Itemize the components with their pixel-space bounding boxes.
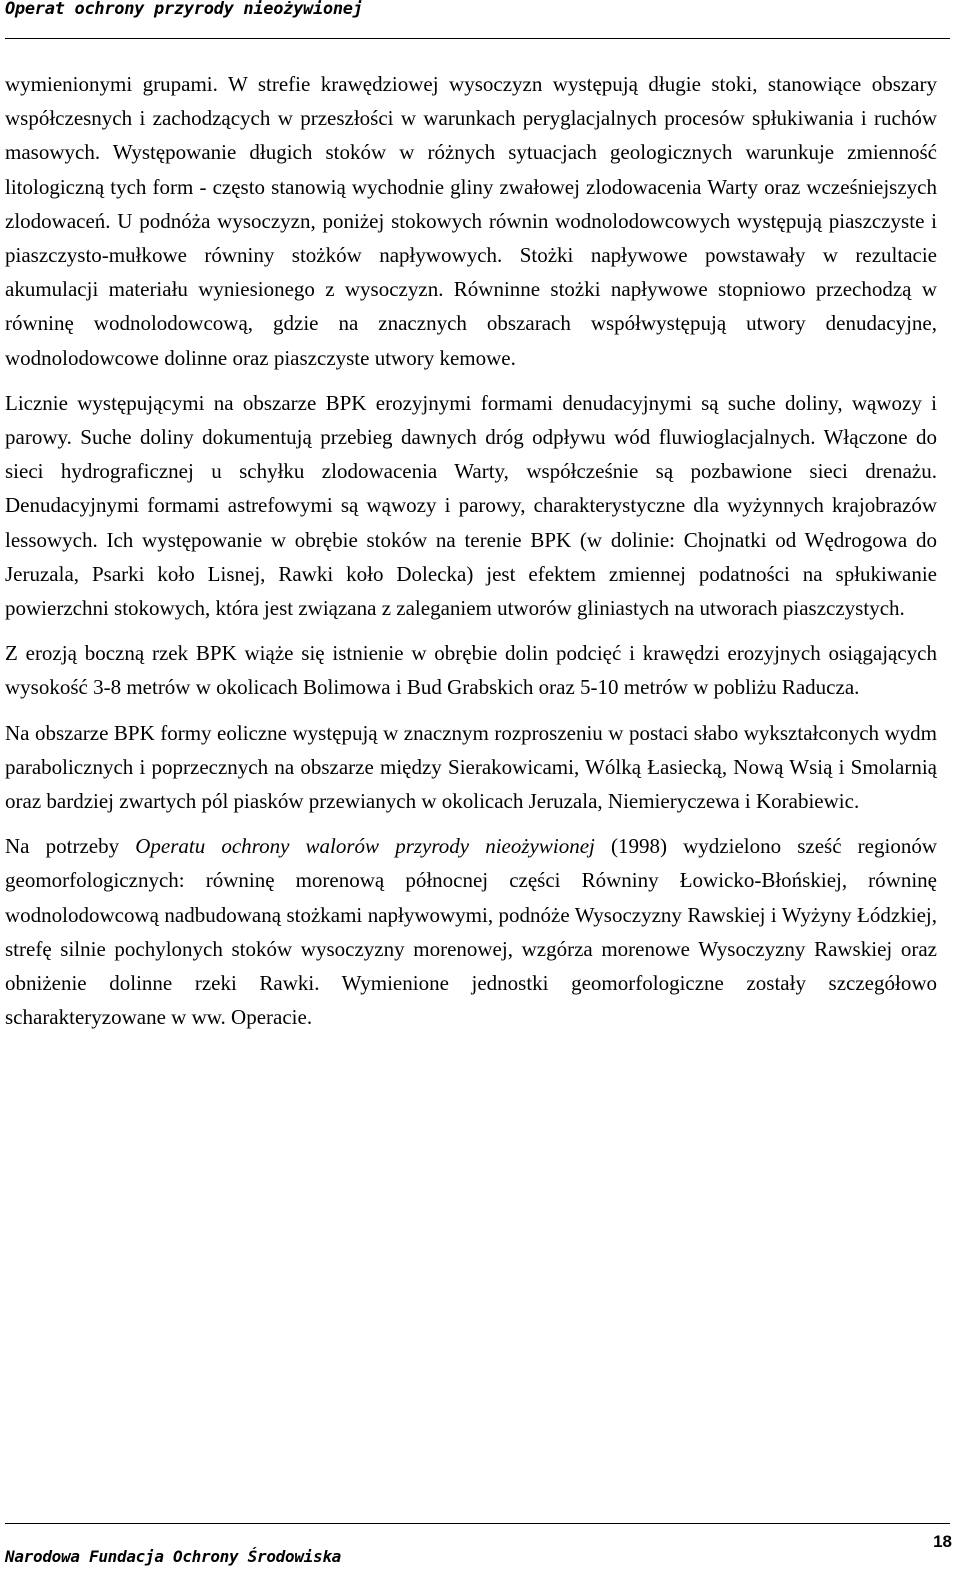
paragraph-5-start: Na potrzeby — [5, 834, 136, 859]
operat-title-italic: Operatu ochrony walorów przyrody nieożywionej — [135, 834, 595, 859]
page-header — [5, 0, 950, 39]
paragraph-5-rest: (1998) wydzielono sześć regionów geomorfologicznych: równinę morenową północnej części Równiny Łowicko-Błońskiej, równinę wodnolodowcową nadbudowaną stożkami napływowymi, podnóże Wysoczyzny Rawskiej i Wyżyny Łódzkiej, strefę silnie pochylonych stoków wysoczyzny morenowej, wzgórza morenowe Wysoczyzny Rawskiej oraz obniżenie dolinne rzeki Rawki. Wymienione jednostki geomorfologiczne zostały szczegółowo scharakteryzowane w ww. Operacie. — [5, 834, 937, 1030]
paragraph-1: wymienionymi grupami. W strefie krawędziowej wysoczyzn występują długie stoki, stanowiące obszary współczesnych i zachodzących w przeszłości w warunkach peryglacjalnych procesów spłukiwania i ruchów masowych. Występowanie długich stoków w różnych sytuacjach geologicznych warunkuje zmienność litologiczną tych form - często stanowią wychodnie gliny zwałowej zlodowacenia Warty oraz wcześniejszych zlodowaceń. U podnóża wysoczyzn, poniżej stokowych równin wodnolodowcowych występują piaszczyste i piaszczysto-mułkowe równiny stożków napływowych. Stożki napływowe powstawały w rezultacie akumulacji materiału wyniesionego z wysoczyzn. Równinne stożki napływowe stopniowo przechodzą w równinę wodnolodowcową, gdzie na znacznych obszarach współwystępują utwory denudacyjne, wodnolodowcowe dolinne oraz piaszczyste utwory kemowe. — [5, 72, 937, 370]
footer-divider — [5, 1523, 950, 1524]
page-number: 18 — [933, 1532, 952, 1551]
paragraph-5 — [5, 829, 937, 1034]
header-title: Operat ochrony przyrody nieożywionej — [5, 0, 363, 19]
paragraph-4: Na obszarze BPK formy eoliczne występują w znacznym rozproszeniu w postaci słabo wykształconych wydm parabolicznych i poprzecznych na obszarze między Sierakowicami, Wólką Łasiecką, Nową Wsią i Smolarnią oraz bardziej zwartych pól piasków przewianych w okolicach Jeruzala, Niemieryczewa i Korabiewic. — [5, 720, 937, 814]
paragraph-2: Licznie występującymi na obszarze BPK erozyjnymi formami denudacyjnymi są suche doliny, wąwozy i parowy. Suche doliny dokumentują przebieg dawnych dróg odpływu wód fluwioglacjalnych. Włączone do sieci hydrograficznej u schyłku zlodowacenia Warty, współcześnie są pozbawione sieci drenażu. Denudacyjnymi formami astrefowymi są wąwozy i parowy, charakterystyczne dla wyżynnych krajobrazów lessowych. Ich występowanie w obrębie stoków na terenie BPK (w dolinie: Chojnatki od Wędrogowa do Jeruzala, Psarki koło Lisnej, Rawki koło Dolecka) jest efektem zmiennej podatności na spłukiwanie powierzchni stokowych, która jest związana z zaleganiem utworów gliniastych na utworach piaszczystych. — [5, 390, 937, 621]
paragraph-3: Z erozją boczną rzek BPK wiąże się istnienie w obrębie dolin podcięć i krawędzi erozyjnych osiągających wysokość 3-8 metrów w okolicach Bolimowa i Bud Grabskich oraz 5-10 metrów w pobliżu Raducza. — [5, 641, 937, 700]
footer-organization: Narodowa Fundacja Ochrony Środowiska — [5, 1547, 341, 1566]
main-text — [5, 67, 937, 1045]
